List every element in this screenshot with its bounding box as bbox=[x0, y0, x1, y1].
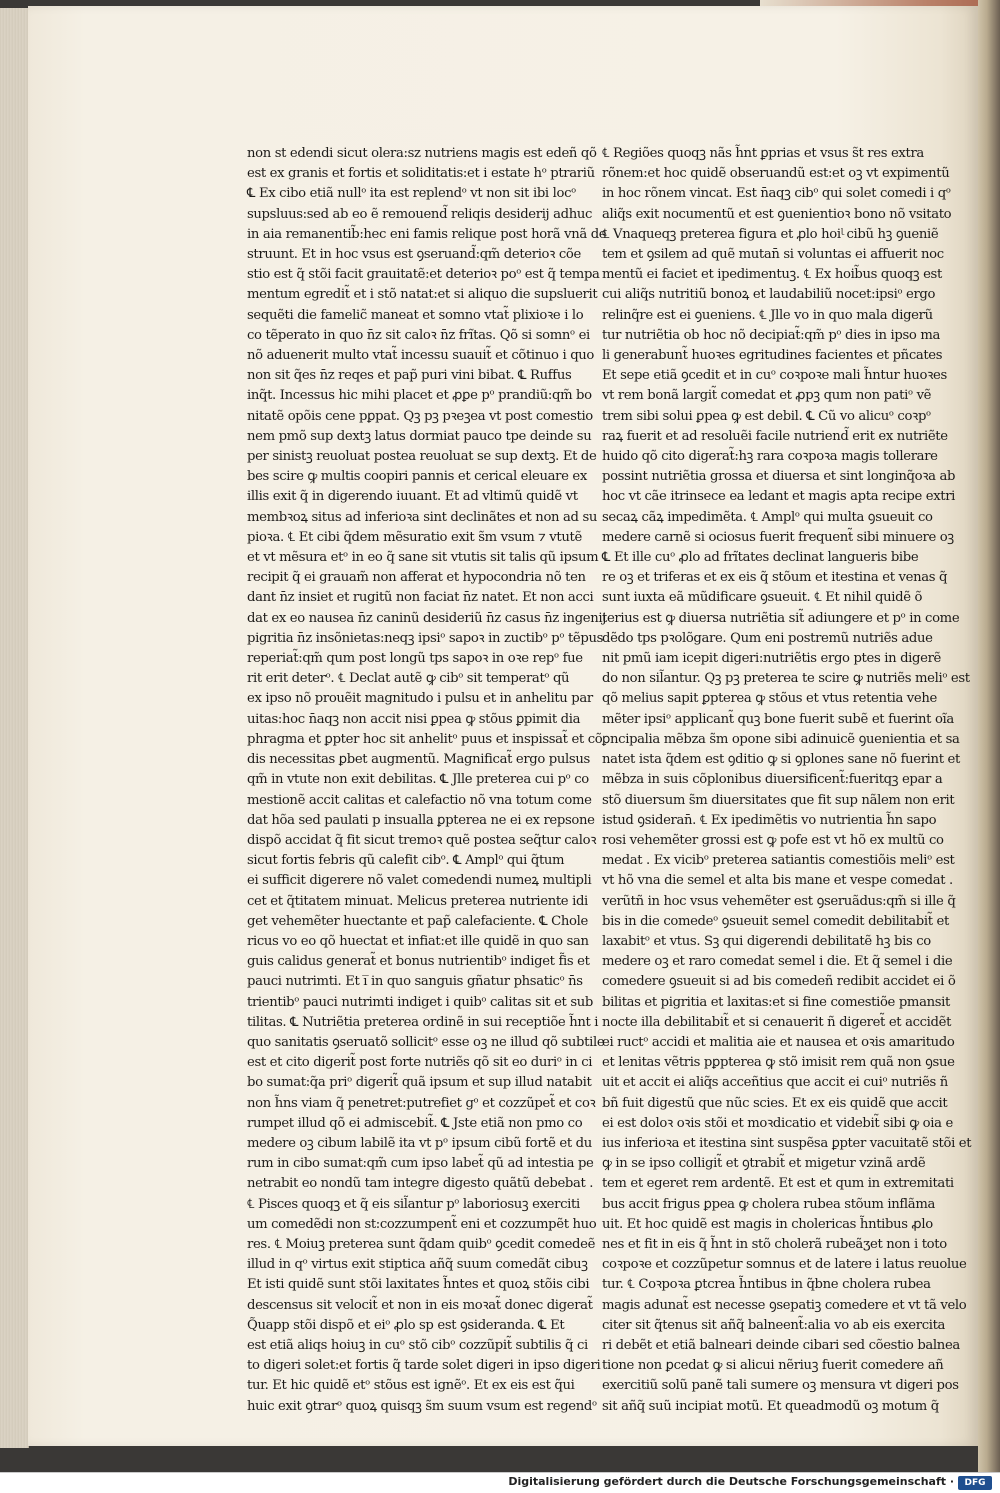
text-line: mestionẽ accit calitas et calefactio nõ vna totum come bbox=[247, 792, 592, 808]
text-line: terius est ꝙ diuersa nutriẽtia sit̃ adiungere et pᵒ in come bbox=[602, 610, 960, 626]
text-line: ℄ Ex cibo etiã nullᵒ ita est replendᵒ vt non sit ibi locᵒ bbox=[247, 186, 576, 202]
right-text-column bbox=[602, 144, 972, 1417]
text-line: coꝛpoꝛe et cozzũpetur somnus et de latere i latus reuolue bbox=[602, 1257, 967, 1273]
text-line: non st edendi sicut olera:sz nutriens magis est edeñ qõ bbox=[247, 146, 597, 161]
text-line: ꝑncipalia mẽbza s̃m opone sibi adinuicẽ ꝯuenientia et sa bbox=[602, 731, 960, 747]
text-line: res. ℄ Moiuꝫ preterea sunt q̃dam quibᵒ ꝯcedit comedeẽ bbox=[247, 1236, 596, 1252]
book-gutter bbox=[978, 0, 1000, 1472]
text-line: pauci nutrimti. Et i̅ in quo sanguis gñatur phsaticᵒ n̄s bbox=[247, 974, 583, 990]
text-line: bis in die comedeᵒ ꝯsueuit semel comedit debilitabit̃ et bbox=[602, 913, 949, 929]
text-line: ex ipso nõ prouẽit magnitudo i pulsu et in anhelitu par bbox=[247, 691, 593, 707]
text-line: ℄ Vnaqueqꝫ preterea figura et ꝓlo hoiᶩ cibũ hꝫ ꝯueniẽ bbox=[602, 226, 939, 242]
text-line: huic exit ꝯtrarᵒ quoꝝ quisqꝫ s̃m suum vsum est regendᵒ bbox=[247, 1398, 597, 1414]
text-line: qõ melius sapit ꝑpterea ꝙ stõus et vtus retentia vehe bbox=[602, 691, 937, 707]
text-line: Q̃uapp stõi dispõ et eiᵒ ꝓlo sp est ꝯsideranda. ℄ Et bbox=[247, 1317, 565, 1333]
text-line: et vt mẽsura etᵒ in eo q̃ sane sit vtutis sit talis qũ ipsum bbox=[247, 550, 599, 566]
footer-bar bbox=[0, 1472, 1000, 1493]
text-line: trientibᵒ pauci nutrimti indiget i quibᵒ calitas sit et sub bbox=[247, 994, 593, 1010]
text-line: tem et ꝯsilem ad quẽ mutan̄ si voluntas ei affuerit noc bbox=[602, 247, 944, 263]
text-line: dant n̄z insiet et rugitũ non faciat n̄z natet. Et non acci bbox=[247, 590, 594, 606]
text-line: dispõ accidat q̃ fit sicut tremoꝛ quẽ postea seq̃tur caloꝛ bbox=[247, 832, 597, 848]
text-line: recipit q̃ ei grauam̃ non afferat et hypocondria nõ ten bbox=[247, 570, 586, 586]
text-line: ℄ Et ille cuᵒ ꝓlo ad frĩtates declinat langueris bibe bbox=[602, 550, 919, 566]
text-line: per sinistꝫ reuoluat postea reuoluat se sup dextꝫ. Et de bbox=[247, 449, 597, 465]
text-line: membꝛoꝝ situs ad inferioꝛa sint declinãtes et non ad su bbox=[247, 509, 598, 525]
text-line: trem sibi solui ꝑpea ꝙ est debil. ℄ Cũ vo alicuᵒ coꝛpᵒ bbox=[602, 408, 931, 424]
text-line: mentũ ei faciet et ipedimentuꝫ. ℄ Ex hoib̃us quoqꝫ est bbox=[602, 267, 942, 283]
text-line: comedere ꝯsueuit si ad bis comedeñ redibit accidet ei õ bbox=[602, 974, 956, 990]
text-line: est ex granis et fortis et soliditatis:et i estate hᵒ ptrariũ bbox=[247, 166, 595, 182]
text-line: rit erit deterᵒ. ℄ Declat autẽ ꝙ cibᵒ sit temperatᵒ qũ bbox=[247, 671, 570, 687]
text-line: uit. Et hoc quidẽ est magis in cholericas h̃ntibus ꝓlo bbox=[602, 1216, 933, 1232]
text-line: uitas:hoc n̄aqꝫ non accit nisi ꝑpea ꝙ stõus ꝑpimit dia bbox=[247, 711, 581, 727]
text-line: dat ex eo nausea n̄z caninũ desideriũ n̄z casus n̄z ingenij bbox=[247, 610, 606, 626]
text-line: get vehemẽter huectante et pap̃ calefaciente. ℄ Chole bbox=[247, 913, 588, 929]
text-line: sit añq̃ suũ incipiat motũ. Et queadmodũ oꝫ motum q̃ bbox=[602, 1398, 939, 1414]
text-line: ricus vo eo qõ huectat et infiat:et ille quidẽ in quo san bbox=[247, 933, 589, 949]
text-line: netrabit eo nondũ tam integre digesto quãtũ debebat . bbox=[247, 1176, 594, 1192]
text-line: tur nutriẽtia ob hoc nõ decipiat̃:qm̃ pᵒ dies in ipso ma bbox=[602, 327, 941, 343]
text-line: quo sanitatis ꝯseruatõ sollicitᵒ esse oꝫ ne illud qõ subtile bbox=[247, 1034, 605, 1050]
text-line: nõ aduenerit multo vtat̃ incessu suauit̃ et cõtinuo i quo bbox=[247, 348, 595, 364]
text-line: bes scire ꝙ multis coopiri pannis et cerical eleuare ex bbox=[247, 469, 587, 485]
text-line: relinq̃re est ei ꝯueniens. ℄ Jlle vo in quo mala digerũ bbox=[602, 307, 933, 323]
text-line: vt hõ vna die semel et alta bis mane et vespe comedat . bbox=[602, 873, 953, 889]
text-line: nitatẽ opõis cene pꝑpat. Qꝫ pꝫ pꝛeꝫea vt post comestio bbox=[247, 408, 593, 424]
text-line: ei ructᵒ accidi et malitia aie et nausea et oꝛis amaritudo bbox=[602, 1034, 955, 1050]
dfg-logo: DFG bbox=[958, 1476, 992, 1490]
text-line: citer sit q̃tenus sit añq̃ balneent̃:alia vo ab eis exercita bbox=[602, 1317, 946, 1333]
text-line: bñ fuit digestũ que nũc scies. Et ex eis quidẽ que accit bbox=[602, 1095, 948, 1111]
text-line: nem pmõ sup dextꝫ latus dormiat pauco tpe deinde su bbox=[247, 428, 592, 444]
text-line: exercitiũ solũ panẽ tali sumere oꝫ mensura vt digeri pos bbox=[602, 1378, 959, 1394]
text-line: guis calidus generat̃ et bonus nutrientibᵒ indiget f̃is et bbox=[247, 954, 590, 970]
text-line: nes et fit in eis q̃ h̃nt in stõ cholerã rubeãʒet non i toto bbox=[602, 1236, 947, 1252]
text-line: cet et q̃titatem minuat. Melicus preterea nutriente idi bbox=[247, 893, 588, 909]
text-line: mẽbza in suis cõplonibus diuersificent̃:fueritqꝫ epar a bbox=[602, 772, 943, 788]
text-line: phragma et ꝑpter hoc sit anhelitᵒ puus et inspissat̃ et cõ bbox=[247, 731, 603, 747]
text-line: vt rem bonã largit̃ comedat et ꝓpꝫ qum non patiᵒ vẽ bbox=[602, 388, 932, 404]
text-line: sequẽti die famelic̃ maneat et somno vtat̃ plixioꝛe i lo bbox=[247, 307, 584, 323]
text-line: raꝝ fuerit et ad resoluẽi facile nutriend̃ erit ex nutriẽte bbox=[602, 428, 948, 444]
text-line: non h̃ns viam q̃ penetret:putrefiet gᵒ et cozzũpet̃ et coꝛ bbox=[247, 1095, 596, 1111]
text-line: rõnem:et hoc quidẽ obseruandũ est:et oꝫ vt expimentũ bbox=[602, 166, 950, 182]
text-line: pigritia n̄z insõnietas:neqꝫ ipsiᵒ sapoꝛ in zuctibᵒ pᵒ tẽpus bbox=[247, 630, 604, 646]
text-line: Et sepe etiã ꝯcedit et in cuᵒ coꝛpoꝛe mali h̃ntur huoꝛes bbox=[602, 368, 947, 384]
text-line: aliq̃s exit nocumentũ et est ꝯuenientioꝛ bono nõ vsitato bbox=[602, 206, 952, 222]
text-line: stio est q̃ stõi facit grauitatẽ:et deterioꝛ poᵒ est q̃ tempa bbox=[247, 267, 600, 283]
text-line: stõ diuersum s̃m diuersitates que fit sup nãlem non erit bbox=[602, 792, 955, 808]
text-line: struunt. Et in hoc vsus est ꝯseruand̃:qm̃ deterioꝛ cõe bbox=[247, 247, 581, 263]
text-line: do non sil̃antur. Qꝫ pꝫ preterea te scire ꝙ nutriẽs meliᵒ est bbox=[602, 671, 970, 687]
text-line: mentum egredit̃ et i stõ natat:et si aliquo die supsluerit bbox=[247, 287, 598, 303]
text-line: pioꝛa. ℄ Et cibi q̃dem mẽsuratio exit s̃m vsum ⁊ vtutẽ bbox=[247, 529, 582, 545]
text-line: to digeri solet:et fortis q̃ tarde solet digeri in ipso digeri bbox=[247, 1358, 601, 1374]
text-line: est et cito digerit̃ post forte nutriẽs qõ sit eo duriᵒ in ci bbox=[247, 1055, 593, 1071]
text-line: li generabunt̃ huoꝛes egritudines facientes et pñcates bbox=[602, 348, 943, 364]
text-line: medere carnẽ si ociosus fuerit frequent̃ sibi minuere oꝫ bbox=[602, 529, 954, 545]
text-line: huido qõ cito digerat̃:hꝫ rara coꝛpoꝛa magis tollerare bbox=[602, 449, 938, 465]
text-line: mẽter ipsiᵒ applicant̃ quꝫ bone fuerit subẽ et fuerint oĩa bbox=[602, 711, 954, 727]
text-line: non sit q̃es n̄z reqes et pap̃ puri vini bibat. ℄ Ruffus bbox=[247, 368, 572, 384]
text-line: ius inferioꝛa et itestina sint suspẽsa ꝑpter vacuitatẽ stõi et bbox=[602, 1135, 972, 1151]
text-line: ℄ Pisces quoqꝫ et q̃ eis sil̃antur pᵒ laboriosuꝫ exerciti bbox=[247, 1196, 580, 1212]
text-line: reperiat̃:qm̃ qum post longũ tps sapoꝛ in oꝛe repᵒ fue bbox=[247, 651, 583, 667]
text-line: magis adunat̃ est necesse ꝯsepatiꝫ comedere et vt tã velo bbox=[602, 1297, 967, 1313]
text-line: laxabitᵒ et vtus. Sꝫ qui digerendi debilitatẽ hꝫ bis co bbox=[602, 933, 931, 949]
text-line: ei est doloꝛ oꝛis stõi et moꝛdicatio et videbit̃ sibi ꝙ oia e bbox=[602, 1115, 953, 1131]
text-line: bus accit frigus ꝑpea ꝙ cholera rubea stõum inflãma bbox=[602, 1196, 935, 1212]
text-line: illud in qᵒ virtus exit stiptica añq̃ suum comedãt cibuꝫ bbox=[247, 1257, 588, 1273]
text-line: nocte illa debilitabit̃ et si cenauerit ñ digeret̃ et accidẽt bbox=[602, 1014, 952, 1030]
text-line: bo sumat:q̃a priᵒ digerit̃ quã ipsum et sup illud natabit bbox=[247, 1075, 592, 1091]
text-line: co tẽperato in quo n̄z sit caloꝛ n̄z frĩtas. Qõ si somnᵒ ei bbox=[247, 327, 590, 343]
text-line: sunt iuxta eã mũdificare ꝯsueuit. ℄ Et nihil quidẽ õ bbox=[602, 590, 923, 606]
text-line: inq̃t. Incessus hic mihi placet et ꝓꝑe pᵒ prandiũ:qm̃ bo bbox=[247, 388, 592, 404]
page-edges bbox=[0, 8, 29, 1448]
text-line: est etiã aliqs hoiuꝫ in cuᵒ stõ cibᵒ cozzũpit̃ subtilis q̃ ci bbox=[247, 1337, 588, 1353]
text-line: uit et accit ei aliq̃s acceñtius que accit ei cuiᵒ nutriẽs ñ bbox=[602, 1075, 948, 1091]
text-line: hoc vt cãe itrinsece ea ledant et magis apta recipe extri bbox=[602, 489, 956, 505]
text-line: medere oꝫ et raro comedat semel i die. Et q̃ semel i die bbox=[602, 954, 953, 970]
text-line: in hoc rõnem vincat. Est n̄aqꝫ cibᵒ qui solet comedi i qᵒ bbox=[602, 186, 951, 202]
text-line: supsluus:sed ab eo ẽ remouend̃ reliqis desiderij adhuc bbox=[247, 206, 593, 222]
text-line: verũtñ in hoc vsus vehemẽter est ꝯseruãdus:qm̃ si ille q̃ bbox=[602, 893, 956, 909]
text-line: istud ꝯsideran̄. ℄ Ex ipedimẽtis vo nutrientia h̃n sapo bbox=[602, 812, 937, 828]
text-line: cui aliq̃s nutritiũ bonoꝝ et laudabiliũ nocet:ipsiᵒ ergo bbox=[602, 287, 936, 303]
text-line: rosi vehemẽter grossi est ꝙ pofe est vt hõ ex multũ co bbox=[602, 832, 944, 848]
text-line: descensus sit velocit̃ et non in eis moꝛat̃ donec digerat̃ bbox=[247, 1297, 593, 1313]
text-line: ri debẽt et etiã balneari deinde cibari sed cõestio balnea bbox=[602, 1337, 960, 1353]
text-line: natet ista q̃dem est ꝯditio ꝙ si ꝯplones sane nõ fuerint et bbox=[602, 752, 960, 768]
text-line: Et isti quidẽ sunt stõi laxitates h̃ntes et quoꝝ stõis cibi bbox=[247, 1277, 590, 1293]
funding-credit: Digitalisierung gefördert durch die Deutsche Forschungsgemeinschaft · bbox=[508, 1475, 954, 1488]
text-line: et lenitas vẽtris pꝑpterea ꝙ stõ imisit rem quã non ꝯsue bbox=[602, 1055, 955, 1071]
text-line: rum in cibo sumat:qm̃ cum ipso labet̃ qũ ad intestia pe bbox=[247, 1156, 594, 1172]
text-line: in aia remanentib̃:hec eni famis relique post horã vnã de bbox=[247, 226, 607, 242]
text-line: nit pmũ iam icepit digeri:nutriẽtis ergo ptes in digerẽ bbox=[602, 651, 941, 667]
text-line: dat hõa sed paulati p insualla ꝑpterea ne ei ex repsone bbox=[247, 812, 595, 828]
text-line: ꝙ in se ipso colligit̃ et ꝯtrabit̃ et migetur vzinã ardẽ bbox=[602, 1156, 926, 1172]
text-line: ei sufficit digerere nõ valet comedendi numeꝝ multipli bbox=[247, 873, 592, 889]
text-line: possint nutriẽtia grossa et diuersa et sint longinq̃oꝛa ab bbox=[602, 469, 956, 485]
text-line: dẽdo tps pꝛolõgare. Qum eni postremũ nutriẽs adue bbox=[602, 630, 933, 646]
text-line: medere oꝫ cibum labilẽ ita vt pᵒ ipsum cibũ fortẽ et du bbox=[247, 1135, 592, 1151]
text-line: re oꝫ et triferas et ex eis q̃ stõum et itestina et venas q̃ bbox=[602, 570, 948, 586]
text-line: qm̃ in vtute non exit debilitas. ℄ Jlle preterea cui pᵒ co bbox=[247, 772, 589, 788]
text-line: secaꝝ cãꝝ impedimẽta. ℄ Amplᵒ qui multa ꝯsueuit co bbox=[602, 509, 933, 525]
text-line: sicut fortis febris qũ calefit cibᵒ. ℄ Amplᵒ qui q̃tum bbox=[247, 853, 565, 869]
text-line: dis necessitas ꝑbet augmentũ. Magnificat̃ ergo pulsus bbox=[247, 752, 590, 768]
text-line: tur. ℄ Coꝛpoꝛa ꝑtcrea h̃ntibus in q̃bne cholera rubea bbox=[602, 1277, 931, 1293]
text-line: tem et egeret rem ardentẽ. Et est et qum in extremitati bbox=[602, 1176, 954, 1192]
text-line: tione non ꝑcedat ꝙ si alicui nẽriuꝫ fuerit comedere añ bbox=[602, 1358, 944, 1374]
text-line: rumpet illud qõ ei admiscebit̃. ℄ Jste etiã non pmo co bbox=[247, 1115, 583, 1131]
text-line: medat . Ex vicibᵒ preterea satiantis comestiõis meliᵒ est bbox=[602, 853, 955, 869]
text-line: bilitas et pigritia et laxitas:et si fine comestiõe pmansit bbox=[602, 994, 950, 1010]
left-text-column bbox=[247, 144, 607, 1417]
text-line: ℄ Regiões quoqꝫ nãs h̃nt ꝑprias et vsus s̃t res extra bbox=[602, 146, 924, 161]
text-line: illis exit q̃ in digerendo iuuant. Et ad vltimũ quidẽ vt bbox=[247, 489, 578, 505]
text-line: tilitas. ℄ Nutriẽtia preterea ordinẽ in sui receptiõe h̃nt i bbox=[247, 1014, 599, 1030]
text-line: um comedẽdi non st:cozzumpent̃ eni et cozzumpẽt huo bbox=[247, 1216, 597, 1232]
text-line: tur. Et hic quidẽ etᵒ stõus est ignẽᵒ. Et ex eis est q̃ui bbox=[247, 1378, 575, 1394]
